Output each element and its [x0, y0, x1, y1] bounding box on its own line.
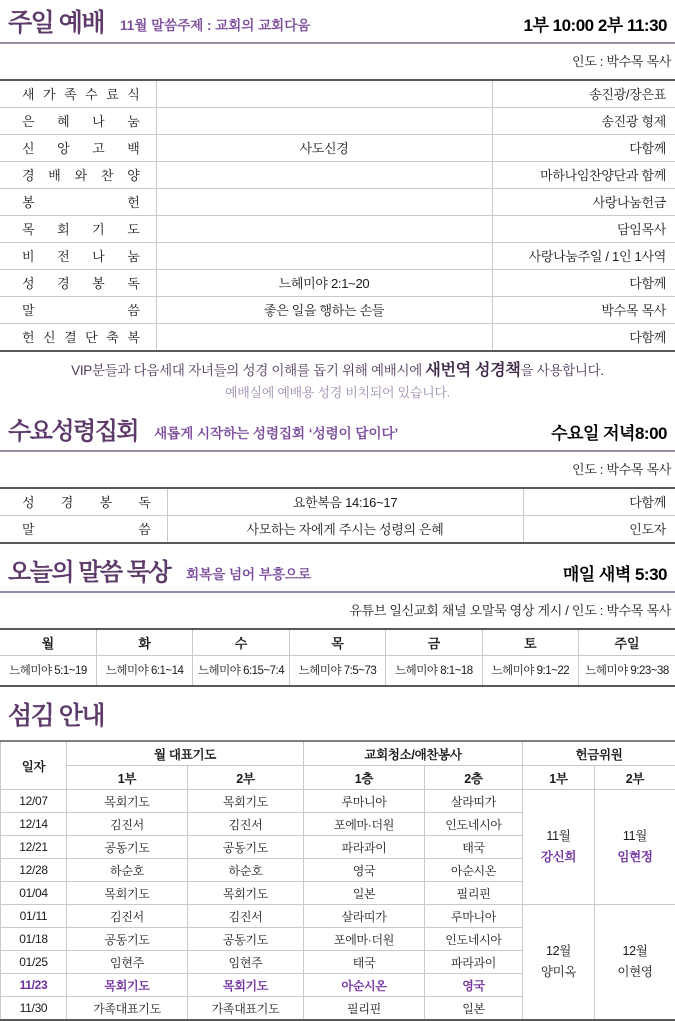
order-item-label: 성 경 봉 독 — [22, 492, 151, 511]
section-daily-meditation — [0, 558, 675, 687]
col-group-offering: 헌금위원 — [523, 741, 675, 766]
order-item-detail — [156, 161, 492, 188]
order-item-label: 신 앙 고 백 — [22, 138, 140, 157]
col-group-prayer: 월 대표기도 — [67, 741, 304, 766]
floor2-cell: 파라과이 — [425, 951, 523, 974]
order-item-person: 박수목 목사 — [492, 296, 675, 323]
section-wednesday-meeting — [0, 417, 675, 544]
prayer2-cell: 하순호 — [188, 859, 304, 882]
prayer2-cell: 김진서 — [188, 813, 304, 836]
offering-cell — [523, 905, 595, 1021]
bible-note-main — [0, 359, 675, 384]
prayer1-cell: 목회기도 — [67, 974, 188, 997]
meditation-day-table — [0, 628, 675, 687]
table-row — [0, 215, 675, 242]
prayer2-cell: 가족대표기도 — [188, 997, 304, 1021]
order-item-label: 헌 신 결 단 축 복 — [22, 327, 140, 346]
order-item-detail: 사도신경 — [156, 134, 492, 161]
day-header: 월 — [0, 629, 96, 656]
prayer1-cell: 김진서 — [67, 813, 188, 836]
floor2-cell: 일본 — [425, 997, 523, 1021]
service-title: 섬김 안내 — [8, 703, 104, 731]
floor2-cell: 살라띠가 — [425, 790, 523, 813]
order-item-person: 송진광 형제 — [492, 107, 675, 134]
offering-month: 12월 — [622, 944, 647, 958]
date-cell: 12/07 — [1, 790, 67, 813]
table-row — [0, 488, 675, 516]
passage-cell: 느헤미야 7:5~73 — [289, 655, 385, 686]
note-prefix: VIP분들과 다음세대 자녀들의 성경 이해를 돕기 위해 예배시에 — [71, 363, 425, 378]
sub-header: 2부 — [188, 766, 304, 790]
passage-cell: 느헤미야 5:1~19 — [0, 655, 96, 686]
floor1-cell: 포에마·더원 — [304, 928, 425, 951]
floor1-cell: 필리핀 — [304, 997, 425, 1021]
prayer1-cell: 김진서 — [67, 905, 188, 928]
table-row — [0, 107, 675, 134]
wednesday-header — [0, 417, 675, 450]
prayer1-cell: 가족대표기도 — [67, 997, 188, 1021]
offering-month: 12월 — [546, 944, 571, 958]
sub-header: 1부 — [67, 766, 188, 790]
col-group-cleaning: 교회청소/애찬봉사 — [304, 741, 523, 766]
table-row — [0, 80, 675, 108]
prayer2-cell: 김진서 — [188, 905, 304, 928]
passage-cell: 느헤미야 6:1~14 — [96, 655, 192, 686]
service-row — [1, 790, 675, 813]
sunday-leader: 인도 : 박수목 목사 — [0, 44, 675, 79]
date-cell: 12/28 — [1, 859, 67, 882]
offering-cell — [595, 790, 675, 905]
order-item-person: 송진광/장은표 — [492, 80, 675, 108]
floor1-cell: 아순시온 — [304, 974, 425, 997]
date-cell: 01/18 — [1, 928, 67, 951]
prayer1-cell: 공동기도 — [67, 928, 188, 951]
bible-notes — [0, 359, 675, 403]
date-cell: 01/11 — [1, 905, 67, 928]
table-row — [0, 515, 675, 543]
floor2-cell: 아순시온 — [425, 859, 523, 882]
meditation-subtitle: 회복을 넘어 부흥으로 — [186, 563, 311, 587]
note-bold: 새번역 성경책 — [425, 362, 520, 379]
offering-cell — [523, 790, 595, 905]
floor2-cell: 루마니아 — [425, 905, 523, 928]
order-item-detail: 느헤미야 2:1~20 — [156, 269, 492, 296]
order-item-detail — [156, 215, 492, 242]
offering-month: 11월 — [623, 829, 647, 843]
floor1-cell: 파라과이 — [304, 836, 425, 859]
prayer2-cell: 공동기도 — [188, 928, 304, 951]
day-header: 주일 — [579, 629, 675, 656]
sunday-title: 주일 예배 — [8, 10, 104, 38]
col-header-date: 일자 — [1, 741, 67, 790]
passage-cell: 느헤미야 6:15~7:4 — [193, 655, 289, 686]
wednesday-order-table — [0, 487, 675, 544]
sunday-order-table — [0, 79, 675, 352]
prayer1-cell: 하순호 — [67, 859, 188, 882]
floor1-cell: 영국 — [304, 859, 425, 882]
section-service-guide — [0, 701, 675, 1021]
order-item-detail: 사모하는 자에게 주시는 성령의 은혜 — [167, 515, 523, 543]
date-cell: 01/04 — [1, 882, 67, 905]
passage-row — [0, 655, 675, 686]
floor1-cell: 루마니아 — [304, 790, 425, 813]
sunday-subtitle: 11월 말씀주제 : 교회의 교회다움 — [120, 14, 310, 38]
service-header-row-1 — [1, 741, 675, 766]
sub-header: 2부 — [595, 766, 675, 790]
table-row — [0, 242, 675, 269]
floor1-cell: 포에마·더원 — [304, 813, 425, 836]
wednesday-leader: 인도 : 박수목 목사 — [0, 452, 675, 487]
service-table — [0, 740, 675, 1021]
order-item-label: 목 회 기 도 — [22, 219, 140, 238]
floor2-cell: 영국 — [425, 974, 523, 997]
wednesday-time: 수요일 저녁8:00 — [551, 419, 667, 446]
offering-name: 이현영 — [617, 965, 652, 979]
order-item-detail — [156, 242, 492, 269]
order-item-person: 다함께 — [492, 269, 675, 296]
order-item-label: 말 씀 — [22, 300, 140, 319]
order-item-detail — [156, 107, 492, 134]
sub-header: 1부 — [523, 766, 595, 790]
table-row — [0, 296, 675, 323]
order-item-person: 담임목사 — [492, 215, 675, 242]
order-item-label: 말 씀 — [22, 519, 151, 538]
section-sunday-worship — [0, 8, 675, 403]
offering-month: 11월 — [546, 829, 570, 843]
wednesday-title: 수요성령집회 — [8, 419, 138, 445]
service-header-row-2 — [1, 766, 675, 790]
prayer1-cell: 임현주 — [67, 951, 188, 974]
order-item-person: 사랑나눔주일 / 1인 1사역 — [492, 242, 675, 269]
meditation-title: 오늘의 말씀 묵상 — [8, 560, 170, 586]
passage-cell: 느헤미야 9:1~22 — [482, 655, 578, 686]
date-cell: 12/14 — [1, 813, 67, 836]
order-item-label: 경 배 와 찬 양 — [22, 165, 140, 184]
passage-cell: 느헤미야 8:1~18 — [386, 655, 482, 686]
offering-name: 양미옥 — [541, 965, 576, 979]
service-header — [0, 701, 675, 735]
order-item-label: 성 경 봉 독 — [22, 273, 140, 292]
offering-name: 임현정 — [617, 850, 652, 864]
prayer2-cell: 목회기도 — [188, 974, 304, 997]
service-row — [1, 905, 675, 928]
sub-header: 1층 — [304, 766, 425, 790]
order-item-person: 사랑나눔헌금 — [492, 188, 675, 215]
prayer2-cell: 목회기도 — [188, 790, 304, 813]
date-cell: 12/21 — [1, 836, 67, 859]
day-header-row — [0, 629, 675, 656]
order-item-detail: 요한복음 14:16~17 — [167, 488, 523, 516]
floor2-cell: 태국 — [425, 836, 523, 859]
day-header: 금 — [386, 629, 482, 656]
floor2-cell: 필리핀 — [425, 882, 523, 905]
note-suffix: 을 사용합니다. — [520, 363, 603, 378]
date-cell: 01/25 — [1, 951, 67, 974]
sub-header: 2층 — [425, 766, 523, 790]
sunday-time: 1부 10:00 2부 11:30 — [524, 11, 667, 38]
table-row — [0, 161, 675, 188]
meditation-note: 유튜브 일신교회 채널 오말묵 영상 게시 / 인도 : 박수목 목사 — [0, 593, 675, 628]
bible-note-sub: 예배실에 예배용 성경 비치되어 있습니다. — [0, 383, 675, 403]
floor1-cell: 일본 — [304, 882, 425, 905]
order-item-label: 봉 헌 — [22, 192, 140, 211]
order-item-person: 다함께 — [523, 488, 675, 516]
prayer1-cell: 목회기도 — [67, 790, 188, 813]
order-item-person: 인도자 — [523, 515, 675, 543]
sunday-header — [0, 8, 675, 42]
passage-cell: 느헤미야 9:23~38 — [579, 655, 675, 686]
order-item-detail — [156, 188, 492, 215]
day-header: 수 — [193, 629, 289, 656]
day-header: 토 — [482, 629, 578, 656]
meditation-time: 매일 새벽 5:30 — [563, 560, 667, 587]
order-item-detail — [156, 323, 492, 351]
order-item-label: 새 가 족 수 료 식 — [22, 84, 140, 103]
order-item-detail: 좋은 일을 행하는 손들 — [156, 296, 492, 323]
order-item-label: 은 혜 나 눔 — [22, 111, 140, 130]
order-item-person: 다함께 — [492, 323, 675, 351]
order-item-person: 마하나임찬양단과 함께 — [492, 161, 675, 188]
meditation-header — [0, 558, 675, 591]
floor1-cell: 태국 — [304, 951, 425, 974]
floor2-cell: 인도네시아 — [425, 813, 523, 836]
prayer1-cell: 목회기도 — [67, 882, 188, 905]
floor2-cell: 인도네시아 — [425, 928, 523, 951]
offering-name: 강신희 — [541, 850, 576, 864]
wednesday-subtitle: 새롭게 시작하는 성령집회 ‘성령이 답이다’ — [154, 422, 398, 446]
prayer2-cell: 목회기도 — [188, 882, 304, 905]
order-item-person: 다함께 — [492, 134, 675, 161]
order-item-label: 비 전 나 눔 — [22, 246, 140, 265]
table-row — [0, 188, 675, 215]
day-header: 화 — [96, 629, 192, 656]
table-row — [0, 323, 675, 351]
prayer2-cell: 임현주 — [188, 951, 304, 974]
prayer1-cell: 공동기도 — [67, 836, 188, 859]
date-cell: 11/23 — [1, 974, 67, 997]
day-header: 목 — [289, 629, 385, 656]
table-row — [0, 269, 675, 296]
floor1-cell: 살라띠가 — [304, 905, 425, 928]
table-row — [0, 134, 675, 161]
offering-cell — [595, 905, 675, 1021]
prayer2-cell: 공동기도 — [188, 836, 304, 859]
date-cell: 11/30 — [1, 997, 67, 1021]
order-item-detail — [156, 80, 492, 108]
